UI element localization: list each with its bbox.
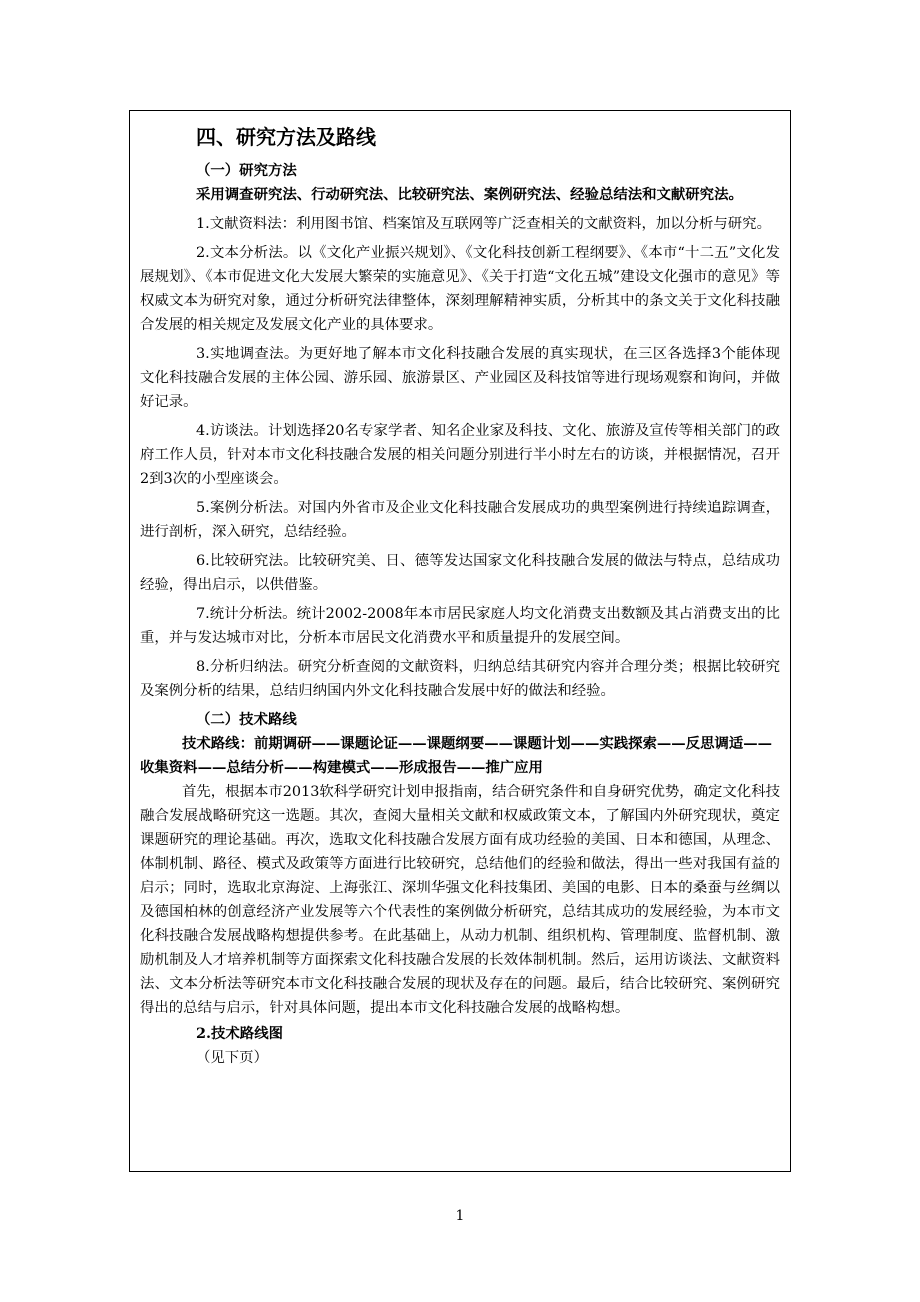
page-number: 1 — [455, 1208, 465, 1224]
method-item: 8.分析归纳法。研究分析查阅的文献资料，归纳总结其研究内容并合理分类；根据比较研究及案例分析的结果，总结归纳国内外文化科技融合发展中好的做法和经验。 — [140, 659, 780, 699]
method-item: 7.统计分析法。统计2002-2008年本市居民家庭人均文化消费支出数额及其占消费支出的比重，并与发达城市对比，分析本市居民文化消费水平和质量提升的发展空间。 — [140, 606, 780, 646]
section-heading: 四、研究方法及路线 — [196, 125, 376, 149]
method-item: 6.比较研究法。比较研究美、日、德等发达国家文化科技融合发展的做法与特点，总结成功经验，得出启示，以供借鉴。 — [140, 553, 780, 593]
method-item: 3.实地调查法。为更好地了解本市文化科技融合发展的真实现状，在三区各选择3个能体现文化科技融合发展的主体公园、游乐园、旅游景区、产业园区及科技馆等进行现场观察和询问，并做好记录。 — [140, 346, 780, 410]
method-item: 1.文献资料法：利用图书馆、档案馆及互联网等广泛查相关的文献资料，加以分析与研究。 — [196, 216, 771, 232]
methods-title: （一）研究方法 — [196, 162, 297, 179]
see-next-page-note: （见下页） — [196, 1050, 268, 1066]
method-item: 5.案例分析法。对国内外省市及企业文化科技融合发展成功的典型案例进行持续追踪调查，进行剖析，深入研究，总结经验。 — [140, 500, 780, 540]
route-body: 首先，根据本市2013软科学研究计划申报指南，结合研究条件和自身研究优势，确定文化科技融合发展战略研究这一选题。其次，查阅大量相关文献和权威政策文本，了解国内外研究现状，奠定课题研究的理论基础。再次，选取文化科技融合发展方面有成功经验的美国、日本和德国，从理念、体制机制、路径、模式及政策等方面进行比较研究，总结他们的经验和做法，得出一些对我国有益的启示；同时，选取北京海淀、上海张江、深圳华强文化科技集团、美国的电影、日本的桑蚕与丝绸以及德国柏林的创意经济产业发展等六个代表性的案例做分析研究，总结其成功的发展经验，为本市文化科技融合发展战略构想提供参考。在此基础上，从动力机制、组织机构、管理制度、监督机制、激励机制及人才培养机制等方面探索文化科技融合发展的长效体制机制。然后，运用访谈法、文献资料法、文本分析法等研究本市文化科技融合发展的现状及存在的问题。最后，结合比较研究、案例研究得出的总结与启示，针对具体问题，提出本市文化科技融合发展的战略构想。 — [140, 784, 780, 1016]
method-item: 2.文本分析法。以《文化产业振兴规划》、《文化科技创新工程纲要》、《本市“十二五”文化发展规划》、《本市促进文化大发展大繁荣的实施意见》、《关于打造“文化五城”建设文化强市的意见》等权威文本为研究对象，通过分析研究法律整体，深刻理解精神实质，分析其中的条文关于文化科技融合发展的相关规定及发展文化产业的具体要求。 — [140, 245, 780, 333]
methods-lead: 采用调查研究法、行动研究法、比较研究法、案例研究法、经验总结法和文献研究法。 — [196, 186, 743, 203]
route-diagram-heading: 2.技术路线图 — [196, 1025, 283, 1042]
method-item: 4.访谈法。计划选择20名专家学者、知名企业家及科技、文化、旅游及宣传等相关部门的政府工作人员，针对本市文化科技融合发展的相关问题分别进行半小时左右的访谈，并根据情况，召开2到3次的小型座谈会。 — [140, 423, 780, 487]
route-lead: 技术路线：前期调研——课题论证——课题纲要——课题计划——实践探索——反思调适——收集资料——总结分析——构建模式——形成报告——推广应用 — [140, 735, 773, 776]
route-title: （二）技术路线 — [196, 711, 297, 728]
document-body — [140, 123, 780, 1070]
content-frame — [129, 110, 791, 1172]
